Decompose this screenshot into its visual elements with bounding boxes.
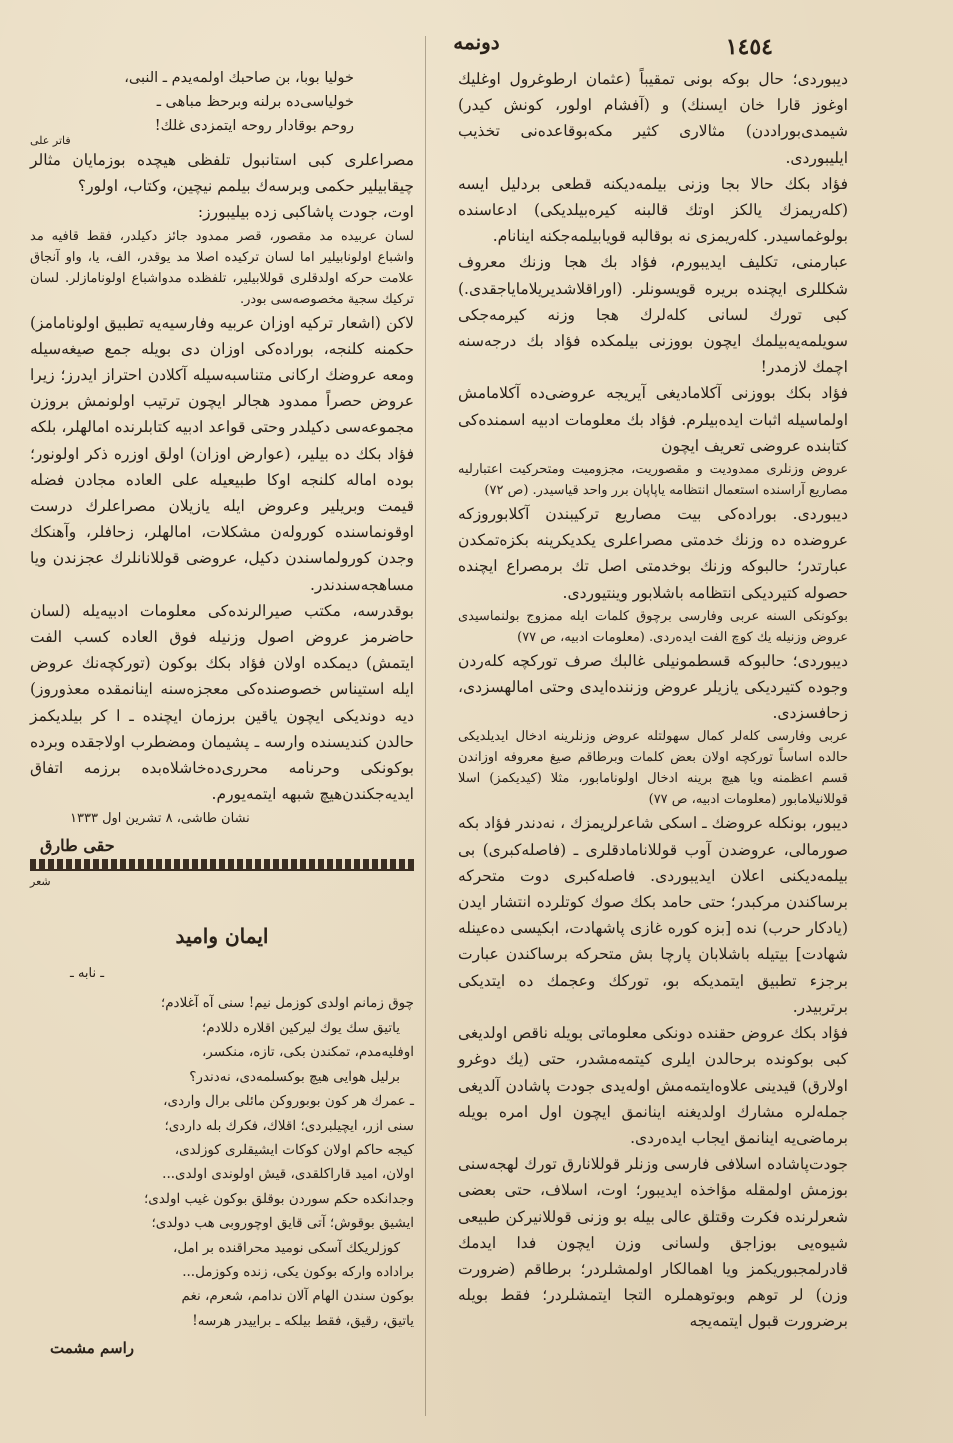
page-number: ١٤٥٤ (725, 34, 773, 60)
page-header (30, 30, 923, 66)
paragraph: دیبور، بونکله عروضك ـ اسکی شاعرلریمزك ، نه‌دندر فؤاد بکه صورمالی، عروضدن آوب قوللانامادقلری ـ (فاصله‌کبری) بی بیلمه‌دیکنی اعلان ایدیبوردی. فاصله‌کبری دوت متحرکه برساکندن مرکبدر؛ حتی حامد بکك صوك کوتلرده انتشار ایدن (یادکار حرب) نده [بزه کوره غازی پاشهادت، ابکیسی ده‌عینله شهادت] بیتیله باشلابان پارچا بش متحرکه برساکندن عبارت برجزء تطبیق ایتمدیکه بو، تورکك وعجمك ده ایتدیکی برتربیدر. (458, 814, 848, 1016)
section-label: شعر (30, 875, 51, 889)
poem-line: اوفلیه‌مدم، تمکندن بکی، تازه، منکسر، (201, 1044, 414, 1061)
poem-line: براداده وارکه بوکون یکی، زنده وکوزمل... (182, 1263, 414, 1280)
poem-line: چوق زمانم اولدی کوزمل نیم! سنی آه آغلادم؛ (160, 995, 414, 1012)
paragraph: مصراعلری کبی استانبول تلفظی هیچده بوزمایان مثالر چیقابیلیر حکمی وبرسه‌ك بیلمم نیچین، وکتاب، اولور؟ (30, 151, 414, 196)
paragraph: جودت‌پاشاده اسلافی فارسی وزنلر قوللانارق تورك لهجه‌سنی بوزمش اولمقله مؤاخذه ایدیبور؛ اوت، اسلاف، حتی بعضی شعرلرنده فکرت وقتلق عالی بیله بو وزنی قوللانیرکن طبیعی شیوه‌یی بوزاجق ولسانی وزن ایچون فدا ایدمك قادرلمجبوریکمز ویا اهمالکار اولمشلردر؛ برطاقم (ضرورت وزن) لر توهم وبوتوهملره التجا ایتمشلردر؛ فقط بویله برضرورت قبول ایتمه‌یجه (458, 1155, 848, 1331)
left-column (30, 66, 414, 1357)
poem-line: بوکون سندن الهام آلان ندامم، شعرم، نغم (181, 1288, 414, 1305)
paragraph: دیبوردی؛ حالبوکه قسطمونیلی غالبك صرف تورکچه کله‌ردن وجوده کتیردیکی یازیلر عروض وزننده‌ایدی وحتی امالهسزدی، زحافسزدی. (458, 651, 848, 723)
paragraph: فؤاد بکك عروض حقنده دونکی معلوماتی بویله ناقص اولدیغی کبی بوکونده برحالدن ایلری کیتمه‌مشدر، حتی (یك دوغرو اولارق) قیدینی علاوه‌ایتمه‌مش اوله‌یدی جودت پاشادن آلدیغی جمله‌لره مشارك اولدیغنه اینانمق ایچون اول امره بویله برماضی‌یه اینانمق ایجاب ایده‌ردی. (458, 1024, 848, 1147)
paragraph: فؤاد بکك حالا بجا وزنی بیلمه‌دیکنه قطعی بردلیل ایسه (کله‌ریمزك یالکز اوتك قالبنه کیره‌بیلدیکی) ادعاسنده بولوغماسیدر. کله‌ریمزی نه بوقالبه قویابیلمه‌جکنه اینانام. (458, 174, 848, 246)
paragraph: اوت، جودت پاشاکبی زده بیلیبورز: (197, 203, 414, 222)
block-quote: عربی وفارسی کله‌لر کمال سهولتله عروض وزنلرینه ادخال ایدیلدیکی حالده اساساً تورکچه اولان بعض کلمات وبرطاقم صیغ معروفه اوزاندن قسم اعظمنه ویا هیچ برینه ادخال اولونامابور، مثلا (کیدیکمز) اسلا قوللانیلامابور (معلومات ادبیه، ص ٧٧) (458, 729, 848, 808)
poem-line: برلیل هوایی هیچ بوکسلمه‌دی، نه‌دندر؟ (189, 1068, 400, 1085)
poem-genre: ـ نابه ـ (70, 966, 105, 982)
verse-line: روحم بوقادار روحه ایتمزدی غلك! (154, 118, 354, 134)
section-divider (30, 859, 414, 871)
poem-line: کیجه حاکم اولان کوکات ایشیقلری کوزلدی، (174, 1141, 414, 1158)
poem-line: ایشیق بوقوش؛ آتی قایق اوچوروبی هب دولدی؛ (151, 1215, 414, 1232)
running-title: دونمه (453, 30, 500, 54)
poem-title: ایمان وامید (175, 924, 269, 949)
right-column (458, 66, 848, 1335)
paragraph: بوقدرسه، مکتب صیرالرنده‌کی معلومات ادبیه‌یله (لسان حاضرمز عروض اصول وزنیله فوق العاده کسب الفت ایتمش) دیمکده اولان فؤاد بکك بوکون (تورکچه‌نك عروض ایله استیناس خصوصنده‌کی معجزه‌سنه اینانمقده معذوروز) دیه دوندیکی ایچون یاقین برزمان ایچنده ـ ا کر بیلدیکمز حالدن کندیسنده وارسه ـ پشیمان ومضطرب اولاجقده وبرده بوکونکی وحرنامه محرری‌ده‌خاشلاه‌بده برزمه اتفاق ایدیه‌جکندن‌هیچ شبهه ایتمه‌یورم. (30, 601, 414, 804)
block-quote: عروض وزنلری ممدودیت و مقصوریت، مجزومیت ومتحرکیت اعتبارلیه مصاریع آراسنده استعمال انتظامه یاپاپان برر واحد قیاسیدر. (ص ٧٢) (458, 462, 848, 499)
block-quote: بوکونکی السنه عربی وفارسی برچوق کلمات ایله ممزوج بولنماسیدی عروض وزنیله یك کوچ الفت ایده‌ردی. (معلومات ادبیه، ص ٧٧) (458, 608, 848, 645)
paragraph: فؤاد بکك بووزنی آکلامادیغی آیریجه عروضی‌ده آکلامامش اولماسیله اثبات ایده‌بیلرم. فؤاد بك معلومات ادبیه اسمنده‌کی کتابنده عروضی تعریف ایچون (458, 384, 848, 455)
column-divider (425, 36, 426, 1416)
poem-line: کوزلریکك آسکی نومید محراقنده بر امل، (172, 1239, 400, 1256)
poem-line: ـ عمرك هر کون بوبوروکن مائلی برال واردی، (163, 1093, 414, 1110)
paragraph: لاکن (اشعار ترکیه اوزان عربیه وفارسیه‌یه تطبیق اولونامامز) حکمنه کلنجه، بوراده‌کی اوزان دی بویله جمع صیغه‌سیله ومعه عروضك ارکانی متناسبه‌سیله آکلادن احتراز ایدرز؛ زیرا عروض حصراً ممدود هجالر ایچون ترتیب اولونمش بروزن مجموعه‌سی دکیلدر وحتی قواعد ادبیه کتابلرنده امالهلر، بلکه فؤاد بکك ده بیلیر، (عوارض اوزان) اولق اوزره ذکر اولونور؛ بوده اماله کلنجه اوکا طبیعیله علی العاده مجادن فضله قیمت وبریلیر وعروض ایله یازیلان مصراعلرك درست اوقونماسنده کوروله‌ن مشکلات، امالهلر، زحافلر، وآهنکك وجدن کورولماسندن دکیل، عروضی قوللانانلرك عجزندن ویا مساهجه‌سندندر. (30, 313, 414, 594)
block-quote: لسان عربیده مد مقصور، قصر ممدود جائز دکیلدر، فقط قافیه مد واشباع اولونابیلیر اما لسان ترکیده اصلا مد یوقدر، الف، یا، واو آنجاق علامت حرکه اولدقلری قوللابیلیر، تلفظده مدواشباع اولونامازلر. لسان ترکیك سجیة مخصوصه‌سی بودر. (30, 228, 414, 307)
poem-line: یاتیق، رقیق، فقط بیلکه ـ براییدر هرسه! (192, 1312, 414, 1329)
poem-line: وجدانکده حکم سوردن بوقلق بوکون غیب اولدی؛ (143, 1190, 414, 1207)
article-author: حقی طارق (40, 836, 115, 856)
paragraph: عبارمنی، تکلیف ایدیبورم، فؤاد بك هجا وزنك معروف شکللری ایچنده بریره قویسونلر. (اوراقلاشدیریلامایاجقدی.) کبی تورك لسانی کله‌لرك هجا وزنه کیرمه‌جکی سویلمه‌یه‌بیلمك ایچون بووزنی بیلمکده فؤاد بك درجه‌سنه اچمك لازمدر! (458, 253, 848, 377)
poem-line: سنی ازر، ایچیلبردی؛ اقلاك، فکرك بله داردی؛ (164, 1117, 414, 1134)
poet-name: راسم مشمت (50, 1339, 135, 1358)
poem-line: یاتیق سك یوك لیرکین اقلاره دللادم؛ (201, 1019, 400, 1036)
poem (30, 924, 414, 1357)
poem-line: اولان، امید قاراکلقدی، قیش اولوندی اولدی... (162, 1166, 414, 1183)
verse-line: خولیا بوبا، بن صاحبك اولمه‌یدم ـ النبی، (124, 70, 354, 86)
paragraph: دیبوردی. بوراده‌کی بیت مصاریع ترکیبندن آکلابوروزکه عروضده ده وزنك خدمتی مصراعلری یکدیکرینه بکزه‌تمکدن عبارتدر؛ حالبوکه وزنك بوخدمتی اصل تك برمصراع ایچنده حصوله کتیردیکی انتظامه باشلابور وینتیوردی. (458, 505, 848, 602)
verse-author: فاتر علی (30, 134, 71, 147)
verse-line: خولیاسی‌ده برلنه وبرحظ مباهی ـ (156, 94, 354, 110)
paragraph: دیبوردی؛ حال بوکه بونی تمقیباً (عثمان ارطوغرول اوغلیك اوغوز قارا خان ایسنك) و (آفشام اولور، کونش کیدر) شیمدی‌بوراددن) مثالاری کثیر مکه‌بوقاعده‌نی تخذیب ایلیبوردی. (458, 70, 848, 167)
dateline: نشان طاشی، ٨ تشرین اول ١٣٣٣ (70, 811, 250, 827)
